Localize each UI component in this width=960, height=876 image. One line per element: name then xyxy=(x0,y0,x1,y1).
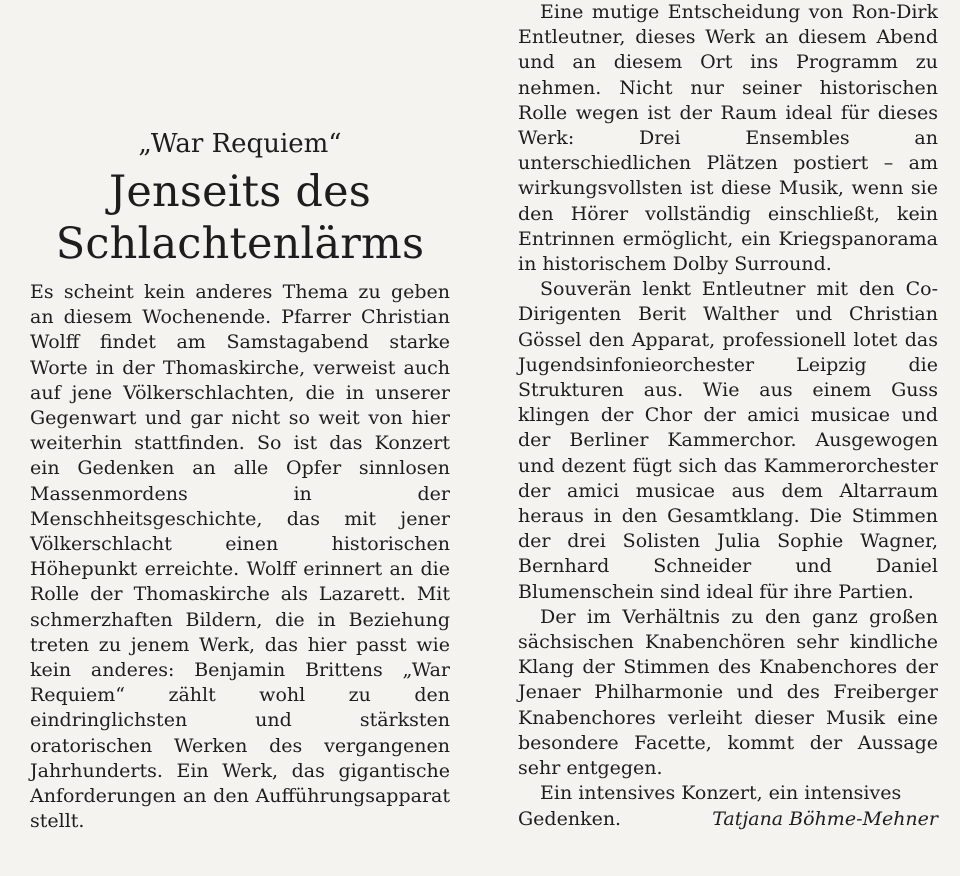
right-paragraph-4: Ein intensives Konzert, ein intensives xyxy=(540,782,902,805)
right-paragraph-3: Der im Verhältnis zu den ganz großen sächsischen Knabenchören sehr kindliche Klang der Stimmen des Knabenchores der Jenaer Philharmonie und des Freiberger Knabenchores verleiht dieser Musik eine besondere Facette, kommt der Aussage sehr entgegen. xyxy=(518,605,938,780)
right-paragraph-2: Souverän lenkt Entleutner mit den Co-Dirigenten Berit Walther und Christian Gössel den Apparat, professionell lotet das Jugendsinfonieorchester Leipzig die Strukturen aus. Wie aus einem Guss klingen der Chor der amici musicae und der Berliner Kammerchor. Ausgewogen und dezent fügt sich das Kammerorchester der amici musicae aus dem Altarraum heraus in den Gesamtklang. Die Stimmen der drei Solisten Julia Sophie Wagner, Bernhard Schneider und Daniel Blumenschein sind ideal für ihre Partien. xyxy=(518,278,938,603)
left-column xyxy=(30,128,450,834)
byline-row xyxy=(518,807,938,832)
headline-line-1: Jenseits des xyxy=(108,167,372,217)
article-headline xyxy=(30,166,450,270)
author-byline: Tatjana Böhme-Mehner xyxy=(712,807,938,830)
article-kicker: „War Requiem“ xyxy=(138,129,342,159)
headline-line-2: Schlachtenlärms xyxy=(55,219,425,269)
right-paragraph-1: Eine mutige Entscheidung von Ron-Dirk Entleutner, dieses Werk an diesem Abend und an diesem Ort ins Programm zu nehmen. Nicht nur seiner historischen Rolle wegen ist der Raum ideal für dieses Werk: Drei Ensembles an unterschiedlichen Plätzen postiert – am wirkungsvollsten ist diese Musik, wenn sie den Hörer vollständig einschließt, kein Entrinnen ermöglicht, ein Kriegspanorama in historischem Dolby Surround. xyxy=(518,1,938,276)
right-column xyxy=(518,0,938,832)
closing-word: Gedenken. xyxy=(518,807,622,830)
left-paragraph-1: Es scheint kein anderes Thema zu geben an diesem Wochenende. Pfarrer Christian Wolff findet am Samstagabend starke Worte in der Thomaskirche, verweist auch auf jene Völkerschlachten, die in unserer Gegenwart und gar nicht so weit von hier weiterhin stattfinden. So ist das Konzert ein Gedenken an alle Opfer sinnlosen Massenmordens in der Menschheitsgeschichte, das mit jener Völkerschlacht einen historischen Höhepunkt erreichte. Wolff erinnert an die Rolle der Thomaskirche als Lazarett. Mit schmerzhaften Bildern, die in Beziehung treten zu jenem Werk, das hier passt wie kein anderes: Benjamin Brittens „War Requiem“ zählt wohl zu den eindringlichsten und stärksten oratorischen Werken des vergangenen Jahrhunderts. Ein Werk, das gigantische Anforderungen an den Aufführungsapparat stellt. xyxy=(30,281,450,833)
